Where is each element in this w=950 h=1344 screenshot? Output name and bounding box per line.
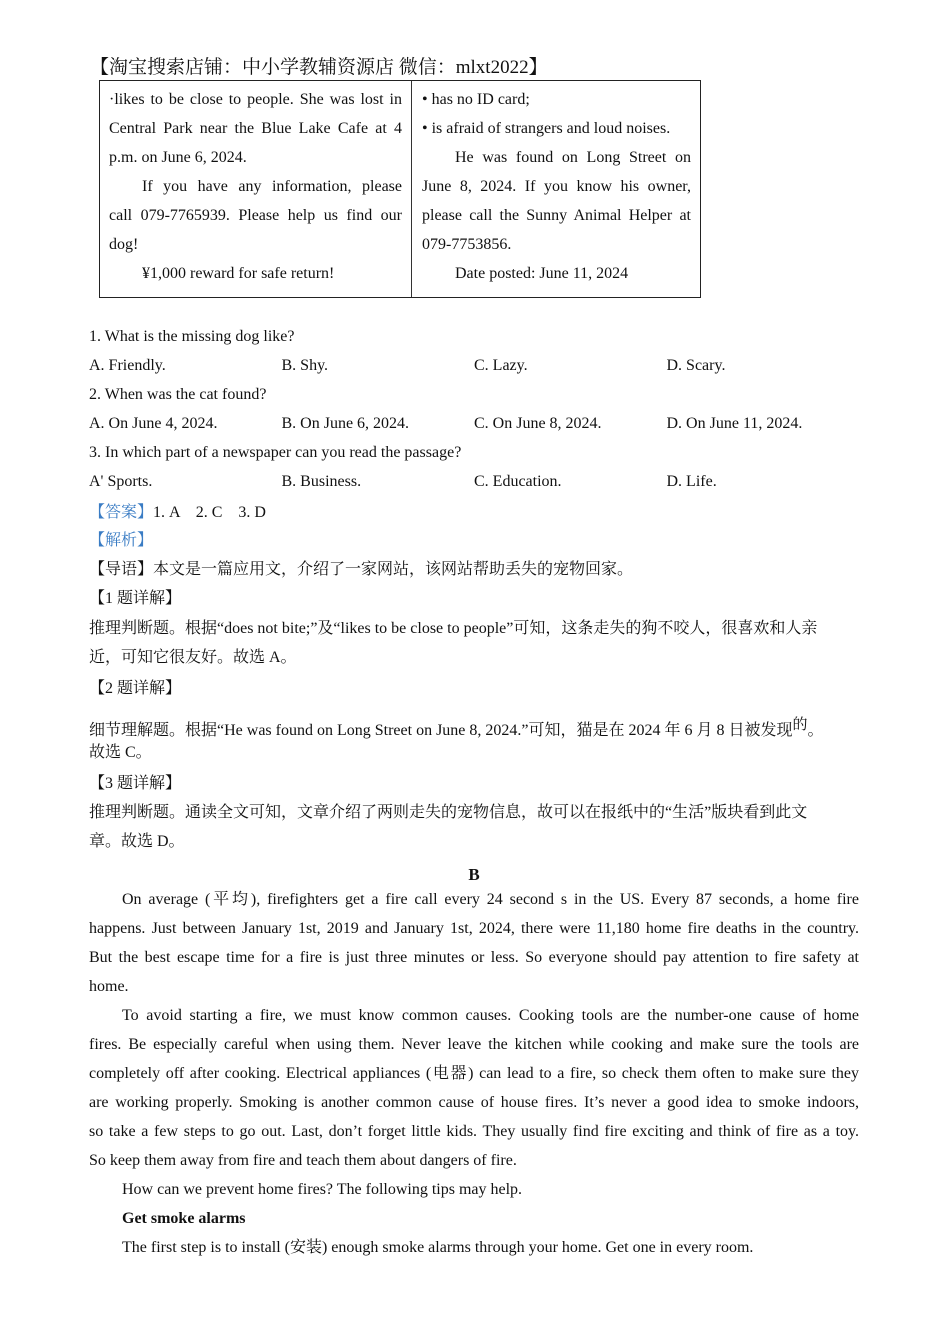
option: A. Friendly. <box>89 357 166 374</box>
text: 细节理解题。根据“He was found on Long Street on June 8, 2024.”可知，猫是在 2024 年 6 月 8 日被发现 <box>89 722 793 739</box>
passage-paragraph-1 <box>89 885 859 1001</box>
q1-explanation: 推理判断题。根据“does not bite;”及“likes to be close to people”可知，这条走失的狗不咬人，很喜欢和人亲 <box>89 620 818 637</box>
text-line: happens. Just between January 1st, 2019 and January 1st, 2024, there were 11,180 home fire deaths in the country. <box>89 920 859 937</box>
text-line: So keep them away from fire and teach them about dangers of fire. <box>89 1152 517 1169</box>
option: D. On June 11, 2024. <box>666 415 803 432</box>
answer-line <box>89 496 859 526</box>
lost-dog-notice <box>109 85 402 288</box>
passage-paragraph-4: The first step is to install (安装) enough smoke alarms through your home. Get one in every room. <box>122 1239 754 1256</box>
text-line: If you have any information, please <box>142 178 402 195</box>
text-line: June 8, 2024. If you know his owner, <box>422 178 691 195</box>
text-line: 079-7753856. <box>422 236 512 253</box>
text-line: call 079-7765939. Please help us find our <box>109 207 402 224</box>
q2-explanation <box>89 705 859 738</box>
option: D. Life. <box>666 473 717 490</box>
text-line: Central Park near the Blue Lake Cafe at 4 <box>109 120 402 137</box>
text-line: so take a few steps to go out. Last, don’t forget little kids. They usually find fire exciting and think of fire as a toy. <box>89 1123 859 1140</box>
option: C. Lazy. <box>474 357 528 374</box>
intro-text: 【导语】本文是一篇应用文，介绍了一家网站，该网站帮助丢失的宠物回家。 <box>89 561 634 578</box>
text-line: ¥1,000 reward for safe return! <box>142 265 335 282</box>
answer-label: 【答案】 <box>89 504 154 521</box>
question-1 <box>89 322 859 380</box>
text-line: are working properly. Smoking is another common cause of house fires. It’s never a good idea to smoke indoors, <box>89 1094 859 1111</box>
notice-table <box>99 80 701 298</box>
subheading: Get smoke alarms <box>122 1210 246 1227</box>
text-line: • has no ID card; <box>422 91 530 108</box>
passage-paragraph-2 <box>89 1001 859 1175</box>
option: B. Business. <box>281 473 362 490</box>
question-text: 3. In which part of a newspaper can you read the passage? <box>89 444 462 461</box>
option: D. Scary. <box>666 357 726 374</box>
text-line: He was found on Long Street on <box>455 149 691 166</box>
option: C. On June 8, 2024. <box>474 415 602 432</box>
q1-label: 【1 题详解】 <box>89 590 182 607</box>
text: 的 <box>792 717 808 733</box>
q3-explanation: 章。故选 D。 <box>89 833 185 850</box>
option: B. On June 6, 2024. <box>281 415 410 432</box>
q2-explanation: 故选 C。 <box>89 744 152 761</box>
question-text: 1. What is the missing dog like? <box>89 328 295 345</box>
text-line: But the best escape time for a fire is just three minutes or less. So everyone should pay attention to fire safety at <box>89 949 859 966</box>
text: 。 <box>807 722 824 739</box>
q1-explanation: 近，可知它很友好。故选 A。 <box>89 649 297 666</box>
text-line: To avoid starting a fire, we must know common causes. Cooking tools are the number-one cause of home <box>122 1007 859 1024</box>
section-title: B <box>468 865 480 884</box>
text-line: ·likes to be close to people. She was lost in <box>109 91 402 108</box>
q2-label: 【2 题详解】 <box>89 680 182 697</box>
option: A' Sports. <box>89 473 153 490</box>
text-line: please call the Sunny Animal Helper at <box>422 207 691 224</box>
text-line: Date posted: June 11, 2024 <box>455 265 629 282</box>
text-line: On average (平均), firefighters get a fire call every 24 second s in the US. Every 87 seconds, a home fire <box>122 891 859 908</box>
question-2 <box>89 380 859 438</box>
option: A. On June 4, 2024. <box>89 415 218 432</box>
text-line: p.m. on June 6, 2024. <box>109 149 247 166</box>
question-3 <box>89 438 859 496</box>
found-cat-notice <box>422 85 691 288</box>
passage-paragraph-3: How can we prevent home fires? The following tips may help. <box>122 1181 523 1198</box>
text-line: completely off after cooking. Electrical appliances (电器) can lead to a fire, so check them often to make sure they <box>89 1065 859 1082</box>
store-header: 【淘宝搜索店铺：中小学教辅资源店 微信：mlxt2022】 <box>90 57 548 78</box>
option: C. Education. <box>474 473 562 490</box>
answer-text: 1. A 2. C 3. D <box>153 504 266 521</box>
text-line: home. <box>89 978 129 995</box>
text-line: dog! <box>109 236 139 253</box>
q3-label: 【3 题详解】 <box>89 775 182 792</box>
text-line: • is afraid of strangers and loud noises. <box>422 120 671 137</box>
text-line: fires. Be especially careful when using them. Never leave the kitchen while cooking and make sure the tools are <box>89 1036 859 1053</box>
table-divider <box>411 81 412 297</box>
option: B. Shy. <box>281 357 329 374</box>
q3-explanation: 推理判断题。通读全文可知，文章介绍了两则走失的宠物信息，故可以在报纸中的“生活”版块看到此文 <box>89 804 808 821</box>
question-text: 2. When was the cat found? <box>89 386 267 403</box>
main-content <box>89 322 859 1262</box>
analysis-label: 【解析】 <box>89 532 154 549</box>
